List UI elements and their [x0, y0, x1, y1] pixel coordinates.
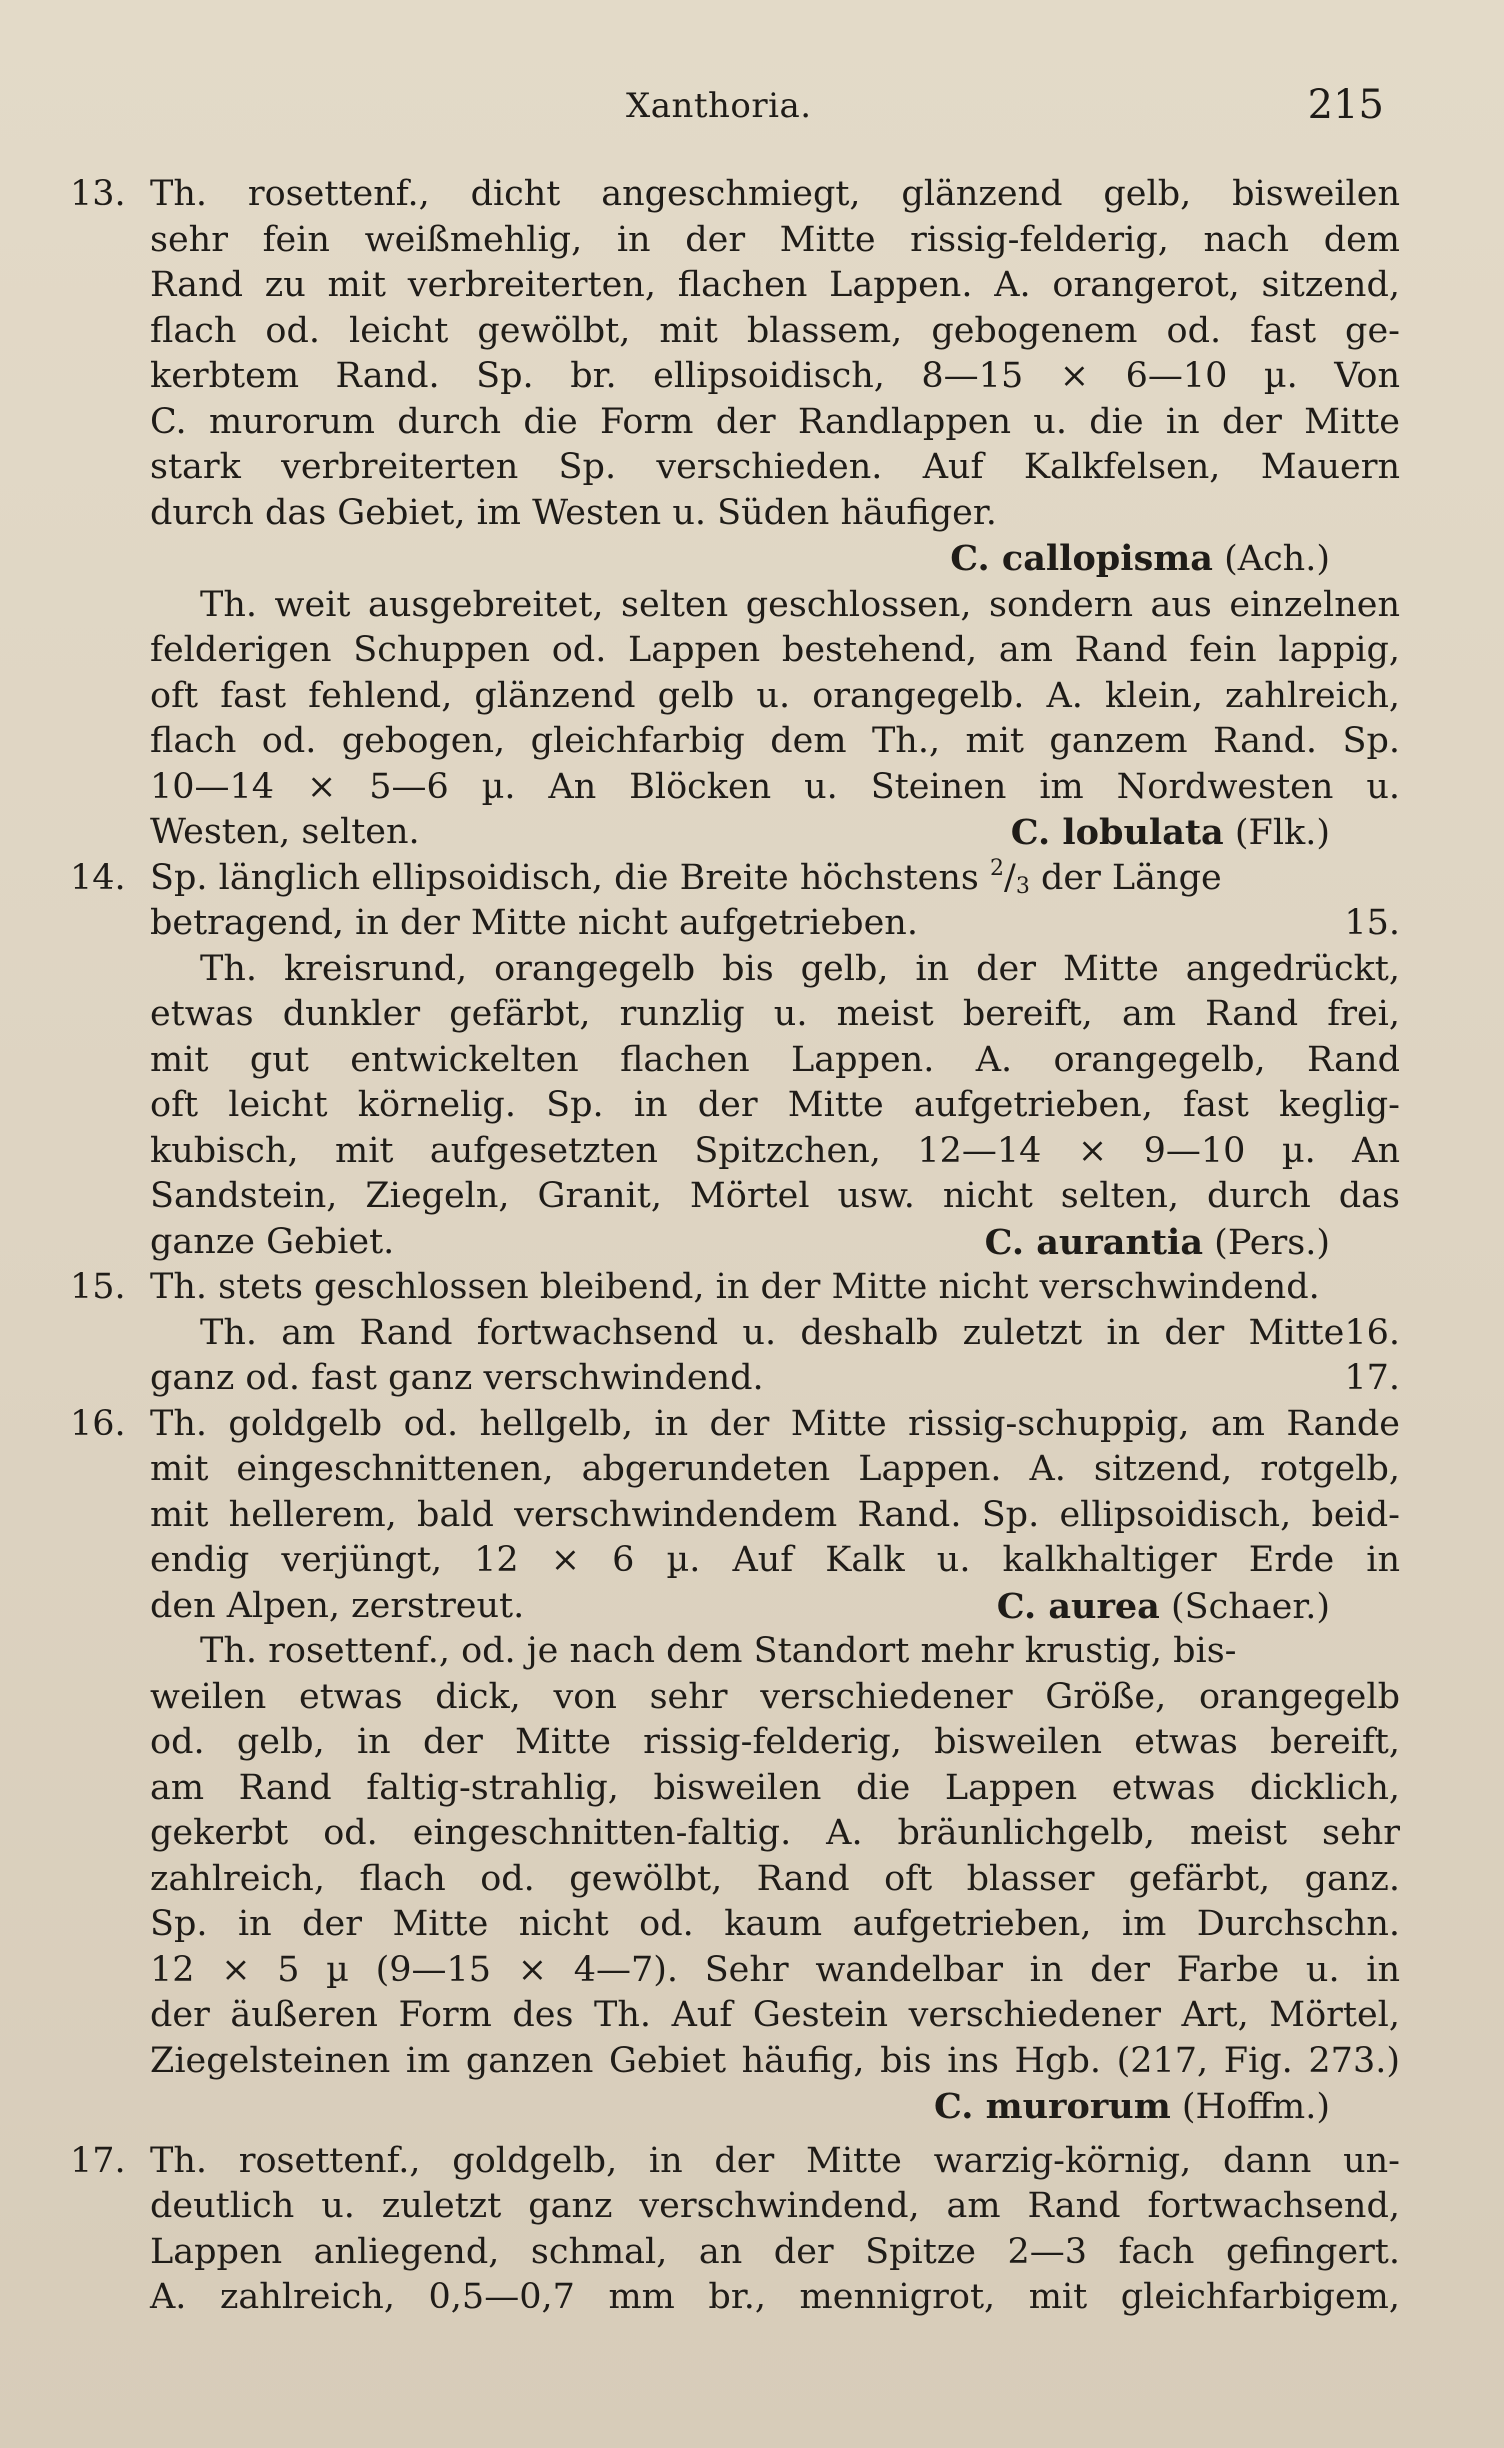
- key-line: A. zahlreich, 0,5—0,7 mm br., mennigrot, mit gleichfarbigem,: [150, 2277, 1400, 2317]
- key-line: stark verbreiterten Sp. verschieden. Auf Kalkfelsen, Mauern: [150, 447, 1400, 487]
- taxon-line: [70, 536, 1400, 583]
- lead-reference: 17.: [1344, 1358, 1400, 1398]
- key-line: Sandstein, Ziegeln, Granit, Mörtel usw. nicht selten, durch das: [150, 1176, 1400, 1216]
- key-line: ganz od. fast ganz verschwindend. 17.: [70, 1356, 1400, 1402]
- key-line: felderigen Schuppen od. Lappen bestehend, am Rand fein lappig,: [150, 630, 1400, 670]
- taxon-line: [70, 2084, 1400, 2131]
- key-line: der äußeren Form des Th. Auf Gestein verschiedener Art, Mörtel,: [150, 1995, 1400, 2035]
- taxon-name: C. callopisma: [950, 538, 1213, 579]
- running-title: Xanthoria.: [626, 86, 812, 126]
- key-line: betragend, in der Mitte nicht aufgetrieben. 15.: [70, 901, 1400, 947]
- key-line: mit hellerem, bald verschwindendem Rand. Sp. ellipsoidisch, beid-: [150, 1494, 1400, 1535]
- key-line: gekerbt od. eingeschnitten-faltig. A. bräunlichgelb, meist sehr: [150, 1813, 1400, 1853]
- key-text: [70, 172, 1400, 2321]
- key-line: od. gelb, in der Mitte rissig-felderig, bisweilen etwas bereift,: [150, 1722, 1400, 1762]
- key-line: Ziegelsteinen im ganzen Gebiet häufig, bis ins Hgb. (217, Fig. 273.): [150, 2040, 1400, 2081]
- key-line: flach od. leicht gewölbt, mit blassem, gebogenem od. fast ge-: [150, 310, 1400, 351]
- taxon-author: (Schaer.): [1170, 1586, 1330, 1627]
- couplet-number: 13.: [70, 174, 126, 214]
- key-line: Lappen anliegend, schmal, an der Spitze 2—3 fach gefingert.: [150, 2231, 1400, 2272]
- key-line: zahlreich, flach od. gewölbt, Rand oft blasser gefärbt, ganz.: [150, 1858, 1400, 1899]
- fraction-numerator: 2: [990, 855, 1005, 881]
- taxon-name: C. aurea: [996, 1585, 1160, 1627]
- key-line: Rand zu mit verbreiterten, flachen Lappen. A. orangerot, sitzend,: [150, 265, 1400, 305]
- key-line: flach od. gebogen, gleichfarbig dem Th., mit ganzem Rand. Sp.: [150, 721, 1400, 761]
- key-line: Th. weit ausgebreitet, selten geschlossen, sondern aus einzelnen: [200, 584, 1400, 625]
- key-line: 17. Th. rosettenf., goldgelb, in der Mitte warzig-körnig, dann un-: [70, 2139, 1400, 2185]
- taxon-name: C. murorum: [933, 2086, 1171, 2127]
- key-line: etwas dunkler gefärbt, runzlig u. meist bereift, am Rand frei,: [150, 994, 1400, 1034]
- key-line: kubisch, mit aufgesetzten Spitzchen, 12—14 × 9—10 µ. An: [150, 1130, 1400, 1171]
- key-line: sehr fein weißmehlig, in der Mitte rissig-felderig, nach dem: [150, 219, 1400, 260]
- key-line: mit eingeschnittenen, abgerundeten Lappen. A. sitzend, rotgelb,: [150, 1449, 1400, 1489]
- key-line: Th. rosettenf., od. je nach dem Standort mehr krustig, bis-: [200, 1631, 1237, 1671]
- key-line: mit gut entwickelten flachen Lappen. A. orangegelb, Rand: [150, 1039, 1400, 1080]
- key-line: deutlich u. zuletzt ganz verschwindend, am Rand fortwachsend,: [150, 2186, 1400, 2226]
- taxon-author: (Hoffm.): [1181, 2087, 1330, 2127]
- page-number: 215: [1307, 82, 1384, 128]
- key-line: oft leicht körnelig. Sp. in der Mitte aufgetrieben, fast keglig-: [150, 1085, 1400, 1125]
- key-line: Th. kreisrund, orangegelb bis gelb, in der Mitte angedrückt,: [200, 948, 1400, 989]
- lead-reference: 15.: [1344, 903, 1400, 943]
- key-line: 12 × 5 µ (9—15 × 4—7). Sehr wandelbar in der Farbe u. in: [150, 1949, 1400, 1990]
- key-line: kerbtem Rand. Sp. br. ellipsoidisch, 8—15 × 6—10 µ. Von: [150, 356, 1400, 396]
- taxon-name: C. aurantia: [984, 1221, 1204, 1263]
- taxon-author: (Pers.): [1214, 1222, 1330, 1263]
- key-line: 14. Sp. länglich ellipsoidisch, die Breite höchstens $^2/_3$ der Länge: [70, 856, 1400, 902]
- key-line: Th. am Rand fortwachsend u. deshalb zuletzt in der Mitte: [200, 1312, 1345, 1353]
- key-line: 10—14 × 5—6 µ. An Blöcken u. Steinen im Nordwesten u.: [150, 766, 1400, 807]
- taxon-name: C. lobulata: [1010, 812, 1224, 853]
- key-line: 16. Th. goldgelb od. hellgelb, in der Mitte rissig-schuppig, am Rande: [70, 1402, 1400, 1448]
- key-line: weilen etwas dick, von sehr verschiedener Größe, orangegelb: [150, 1676, 1400, 1717]
- taxon-line: den Alpen, zerstreut. C. aurea (Schaer.): [150, 1585, 1330, 1627]
- key-line: C. murorum durch die Form der Randlappen u. die in der Mitte: [150, 401, 1400, 442]
- lead-reference: 16.: [1344, 1312, 1400, 1353]
- taxon-line: Westen, selten. C. lobulata (Flk.): [150, 812, 1330, 853]
- couplet-number: 14.: [70, 857, 126, 898]
- taxon-line: ganze Gebiet. C. aurantia (Pers.): [150, 1221, 1330, 1263]
- page-header: [0, 82, 1504, 136]
- key-line: Sp. in der Mitte nicht od. kaum aufgetrieben, im Durchschn.: [150, 1904, 1400, 1944]
- key-line: endig verjüngt, 12 × 6 µ. Auf Kalk u. kalkhaltiger Erde in: [150, 1540, 1400, 1580]
- couplet-number: 15.: [70, 1267, 126, 1307]
- fraction-denominator: 3: [1015, 873, 1030, 899]
- key-line: 15. Th. stets geschlossen bleibend, in der Mitte nicht verschwindend. 16.: [70, 1265, 1400, 1311]
- couplet-number: 16.: [70, 1403, 126, 1444]
- key-line: am Rand faltig-strahlig, bisweilen die Lappen etwas dicklich,: [150, 1767, 1400, 1808]
- taxon-author: (Flk.): [1234, 813, 1330, 853]
- key-line: 13. Th. rosettenf., dicht angeschmiegt, glänzend gelb, bisweilen: [70, 172, 1400, 218]
- key-line: durch das Gebiet, im Westen u. Süden häufiger.: [150, 492, 997, 533]
- key-line: oft fast fehlend, glänzend gelb u. orangegelb. A. klein, zahlreich,: [150, 675, 1400, 716]
- taxon-author: (Ach.): [1224, 539, 1330, 579]
- couplet-number: 17.: [70, 2140, 126, 2181]
